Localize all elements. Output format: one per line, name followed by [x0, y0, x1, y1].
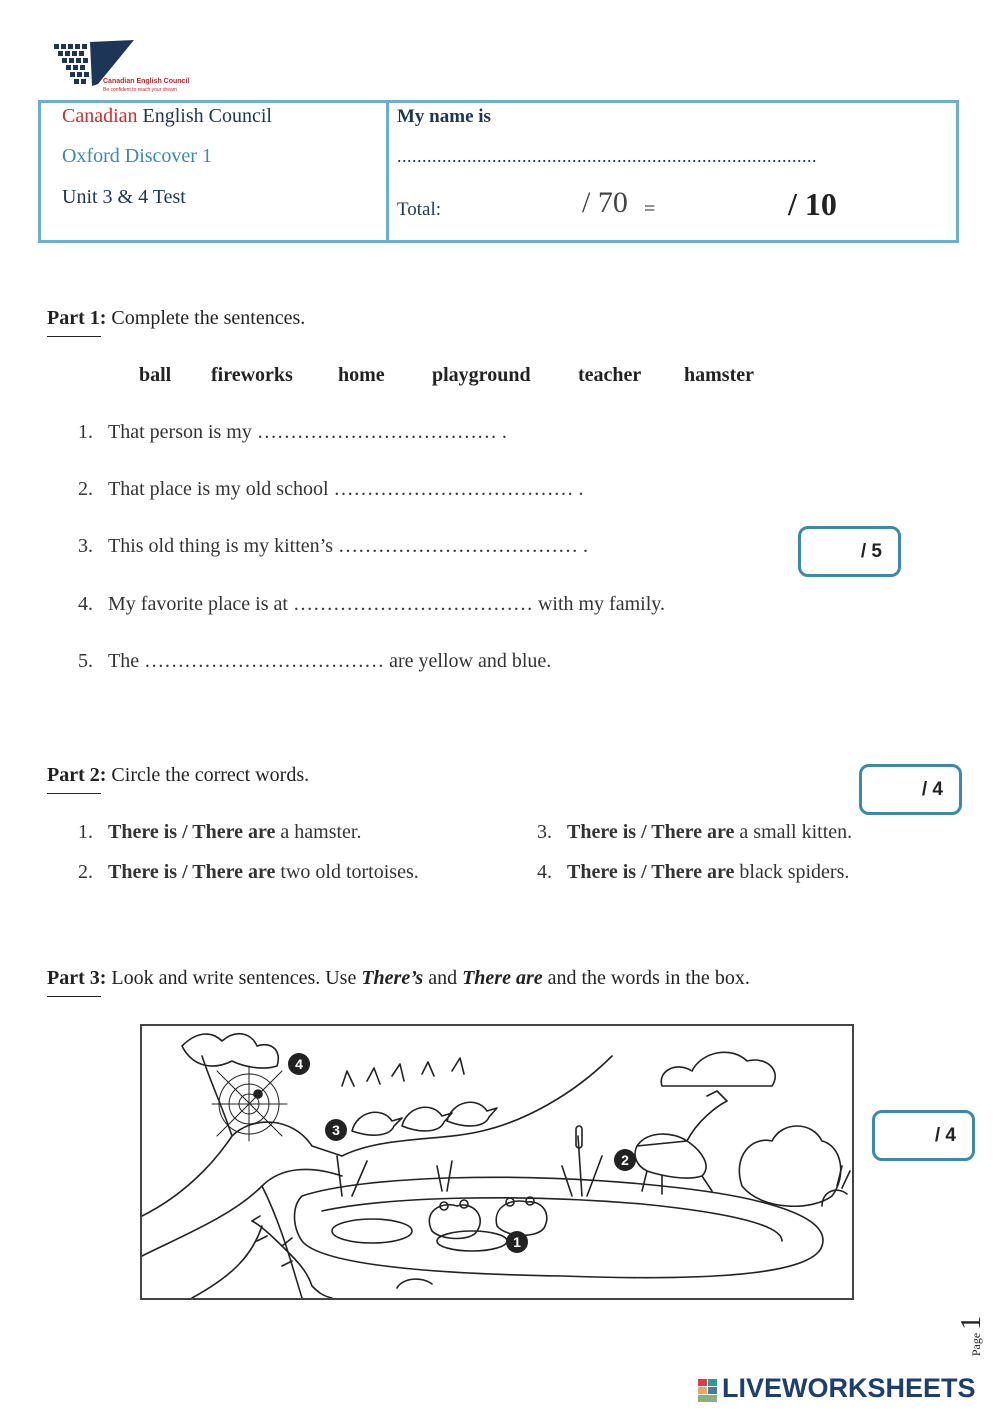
word-ball: ball [139, 364, 172, 386]
part1-sentence: 1. That person is my ……………………………… . [78, 421, 507, 443]
header-divider [386, 100, 389, 243]
choice-phrase[interactable]: There is / There are [567, 861, 735, 883]
choice-phrase[interactable]: There is / There are [567, 821, 735, 843]
part1-sentence: 2. That place is my old school ……………………………… . [78, 478, 584, 500]
part1-label: Part 1: [47, 307, 107, 329]
equals-sign: = [644, 198, 656, 220]
keyword-there-are: There are [462, 967, 543, 989]
word-fireworks: fireworks [211, 364, 293, 386]
answer-blank[interactable]: ……………………………… [256, 421, 497, 443]
marker-1: 1 [506, 1231, 528, 1253]
answer-blank[interactable]: ……………………………… [292, 593, 533, 615]
part1-underline [47, 336, 101, 337]
part1-sentence: 3. This old thing is my kitten’s ……………………………… . [78, 535, 589, 557]
logo-name: Canadian English Council [103, 78, 190, 85]
brand-badge-icon [698, 1379, 718, 1403]
part2-underline [47, 793, 101, 794]
answer-blank[interactable]: ……………………………… [338, 535, 579, 557]
marker-4: 4 [288, 1053, 310, 1075]
word-teacher: teacher [578, 364, 642, 386]
word-hamster: hamster [684, 364, 754, 386]
logo-tagline: Be confident to reach your dream [103, 87, 177, 93]
page-digit: 1 [956, 1315, 988, 1330]
part2-heading [47, 764, 309, 787]
part2-item: 3. There is / There are a small kitten. [537, 821, 853, 843]
marker-2: 2 [614, 1149, 636, 1171]
part1-instruction: Complete the sentences. [111, 307, 306, 329]
name-label: My name is [397, 106, 491, 127]
part3-heading: Part 3: Look and write sentences. Use There’s and There are and the words in the box. [47, 967, 750, 989]
pond-scene-picture [140, 1024, 854, 1300]
total-scaled: / 10 [788, 186, 837, 222]
part2-instruction: Circle the correct words. [111, 764, 310, 786]
page-label: Page [969, 1332, 984, 1357]
word-playground: playground [432, 364, 531, 386]
part1-heading [47, 307, 305, 330]
part3-underline [47, 996, 101, 997]
word-home: home [338, 364, 385, 386]
answer-blank[interactable]: ……………………………… [144, 650, 385, 672]
part2-item: 4. There is / There are black spiders. [537, 861, 850, 883]
part2-item: 1. There is / There are a hamster. [78, 821, 362, 843]
test-title: Unit 3 & 4 Test [62, 186, 186, 208]
keyword-theres: There’s [361, 967, 424, 989]
choice-phrase[interactable]: There is / There are [108, 861, 276, 883]
total-label: Total: [397, 199, 442, 220]
brand-wordmark[interactable]: LIVEWORKSHEETS [722, 1373, 976, 1403]
part1-sentence: 4. My favorite place is at ……………………………… with my family. [78, 593, 665, 615]
part3-label: Part 3: [47, 967, 107, 989]
part3-score-box[interactable]: / 4 [872, 1110, 975, 1161]
choice-phrase[interactable]: There is / There are [108, 821, 276, 843]
page-number [956, 1310, 1000, 1360]
part2-item: 2. There is / There are two old tortoises. [78, 861, 419, 883]
part2-label: Part 2: [47, 764, 107, 786]
part2-score-box[interactable]: / 4 [859, 764, 962, 815]
org-part2: English Council [142, 105, 272, 127]
organization-title [62, 105, 272, 128]
answer-blank[interactable]: ……………………………… [333, 478, 574, 500]
marker-3: 3 [325, 1119, 347, 1141]
name-field[interactable]: .................................................................................... [397, 146, 817, 166]
total-out-of: / 70 [582, 186, 628, 219]
org-part1: Canadian [62, 105, 138, 127]
part1-sentence: 5. The ……………………………… are yellow and blue. [78, 650, 552, 672]
part1-score-box[interactable]: / 5 [798, 526, 901, 577]
course-title: Oxford Discover 1 [62, 145, 212, 167]
